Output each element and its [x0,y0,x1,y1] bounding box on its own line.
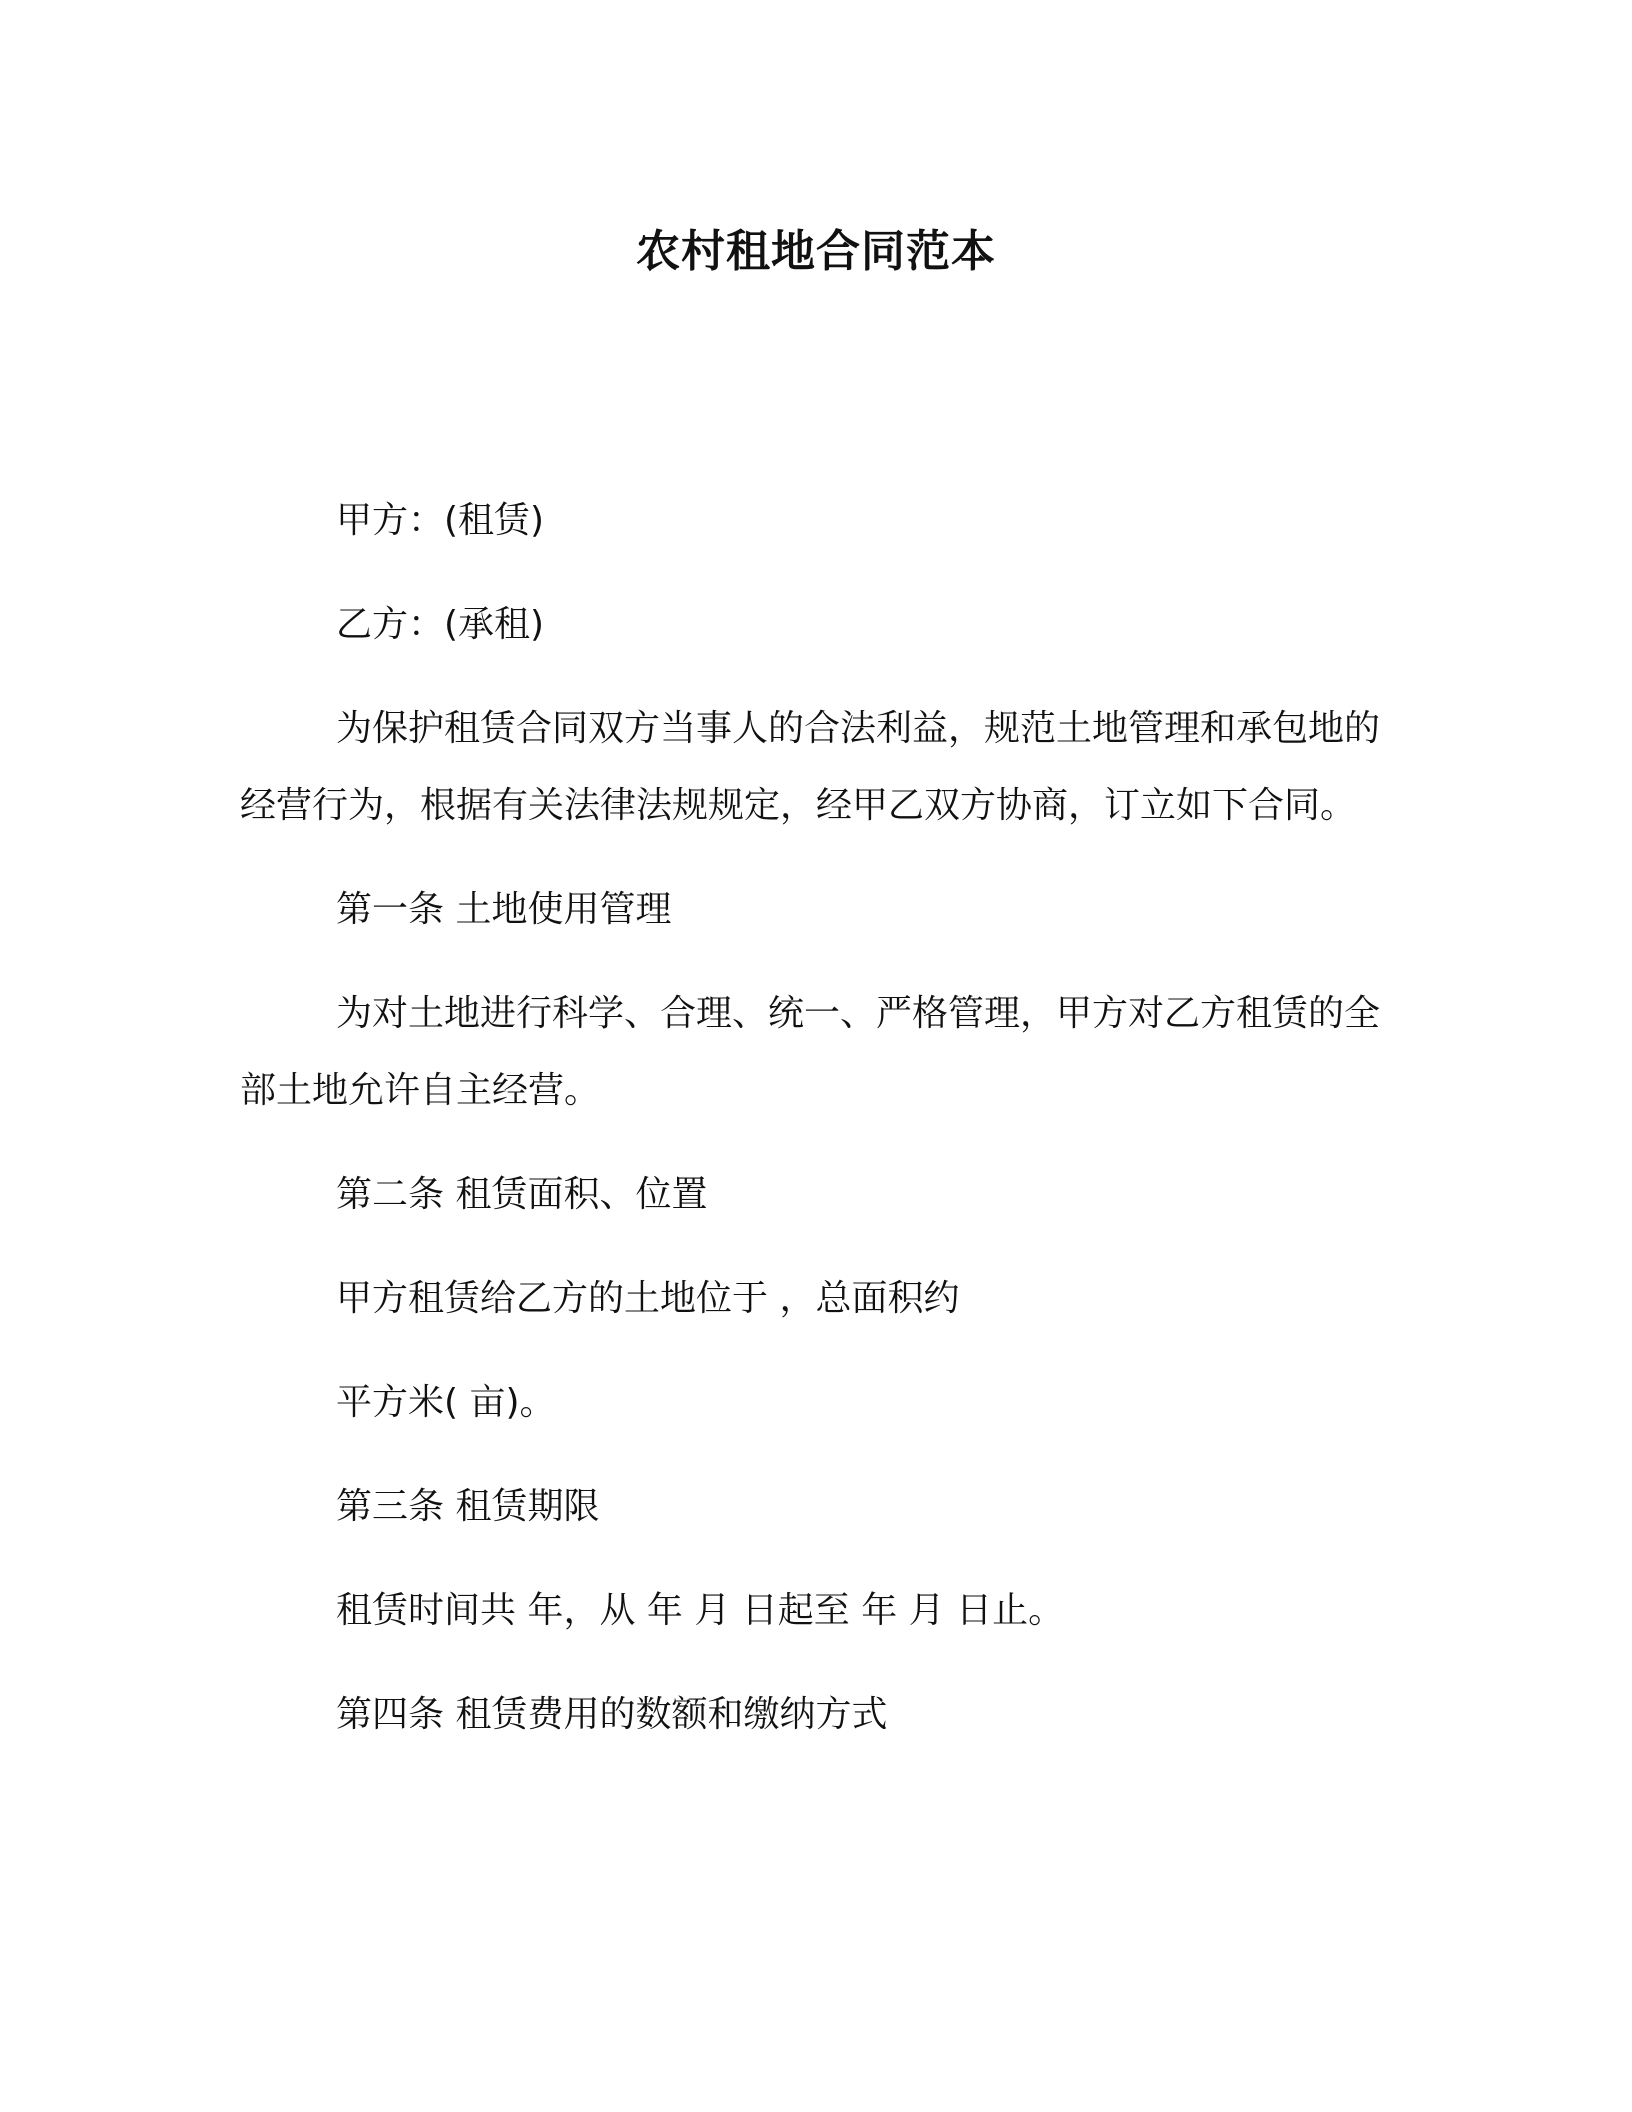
article-2-body-line-1: 甲方租赁给乙方的土地位于 ，总面积约 [336,1278,960,1319]
document-body [240,482,1390,1753]
party-a-line: 甲方：(租赁) [336,500,545,541]
article-1-heading: 第一条 土地使用管理 [336,889,672,930]
article-3-heading: 第三条 租赁期限 [336,1486,600,1527]
article-1-body: 为对土地进行科学、合理、统一、严格管理，甲方对乙方租赁的全部土地允许自主经营。 [240,993,1381,1111]
article-3-body: 租赁时间共 年，从 年 月 日起至 年 月 日止。 [336,1590,1065,1631]
article-4-heading: 第四条 租赁费用的数额和缴纳方式 [336,1694,888,1735]
article-2-heading: 第二条 租赁面积、位置 [336,1174,708,1215]
document-title: 农村租地合同范本 [636,226,996,277]
party-b-line: 乙方：(承租) [336,604,545,645]
article-2-body-line-2: 平方米( 亩)。 [336,1382,556,1423]
preamble-paragraph: 为保护租赁合同双方当事人的合法利益，规范土地管理和承包地的经营行为，根据有关法律法规规定，经甲乙双方协商，订立如下合同。 [240,708,1381,826]
